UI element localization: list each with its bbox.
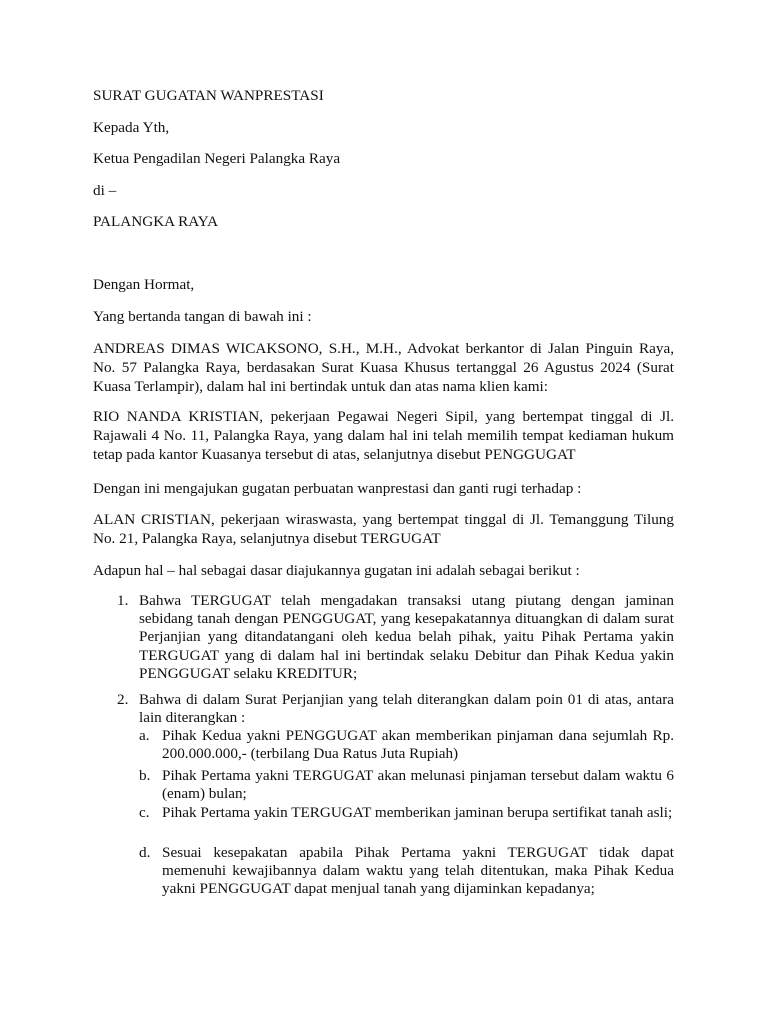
subpoint-c-text: Pihak Pertama yakin TERGUGAT memberikan jaminan berupa sertifikat tanah asli; [162,804,673,821]
claim-statement: Dengan ini mengajukan gugatan perbuatan wanprestasi dan ganti rugi terhadap : [93,480,582,497]
document-title: SURAT GUGATAN WANPRESTASI [93,87,324,104]
salutation: Dengan Hormat, [93,276,195,293]
addressee-ketua: Ketua Pengadilan Negeri Palangka Raya [93,150,341,167]
addressee-di: di – [93,182,117,199]
addressee-kepada: Kepada Yth, [93,119,170,136]
subpoint-b-number: b. [139,767,151,784]
addressee-kota: PALANGKA RAYA [93,213,219,230]
point-1-text: Bahwa TERGUGAT telah mengadakan transaksi utang piutang dengan jaminan sebidang tanah dengan PENGGUGAT, yang kesepakatannya dituangkan di dalam surat Perjanjian yang ditandatangani oleh kedua belah pihak, yaitu Pihak Pertama yakin TERGUGAT yang di dalam hal ini bertindak selaku Debitur dan Pihak Kedua yakin PENGGUGAT selaku KREDITUR; [139,592,674,682]
plaintiff-paragraph: RIO NANDA KRISTIAN, pekerjaan Pegawai Negeri Sipil, yang bertempat tinggal di Jl. Rajawali 4 No. 11, Palangka Raya, yang dalam hal ini telah memilih tempat kediaman hukum tetap pada kantor Kuasanya tersebut di atas, selanjutnya disebut PENGGUGAT [93,408,674,463]
subpoint-a-number: a. [139,727,150,744]
point-2-text: Bahwa di dalam Surat Perjanjian yang telah diterangkan dalam poin 01 di atas, antara lain diterangkan : [139,691,674,727]
subpoint-c-number: c. [139,804,150,821]
point-2-number: 2. [117,691,129,708]
intro-text: Yang bertanda tangan di bawah ini : [93,308,312,325]
defendant-paragraph: ALAN CRISTIAN, pekerjaan wiraswasta, yang bertempat tinggal di Jl. Temanggung Tilung No. 21, Palangka Raya, selanjutnya disebut TERGUGAT [93,511,674,547]
subpoint-b-text: Pihak Pertama yakni TERGUGAT akan melunasi pinjaman tersebut dalam waktu 6 (enam) bulan; [162,767,674,803]
advocate-paragraph: ANDREAS DIMAS WICAKSONO, S.H., M.H., Advokat berkantor di Jalan Pinguin Raya, No. 57 Palangka Raya, berdasakan Surat Kuasa Khusus tertanggal 26 Agustus 2024 (Surat Kuasa Terlampir), dalam hal ini bertindak untuk dan atas nama klien kami: [93,340,674,395]
subpoint-d-number: d. [139,844,151,861]
basis-intro: Adapun hal – hal sebagai dasar diajukannya gugatan ini adalah sebagai berikut : [93,562,580,579]
subpoint-a-text: Pihak Kedua yakni PENGGUGAT akan memberikan pinjaman dana sejumlah Rp. 200.000.000,- (terbilang Dua Ratus Juta Rupiah) [162,727,674,763]
subpoint-d-text: Sesuai kesepakatan apabila Pihak Pertama yakni TERGUGAT tidak dapat memenuhi kewajibannya dalam waktu yang telah ditentukan, maka Pihak Kedua yakni PENGGUGAT dapat menjual tanah yang dijaminkan kepadanya; [162,844,674,898]
point-1-number: 1. [117,592,129,609]
